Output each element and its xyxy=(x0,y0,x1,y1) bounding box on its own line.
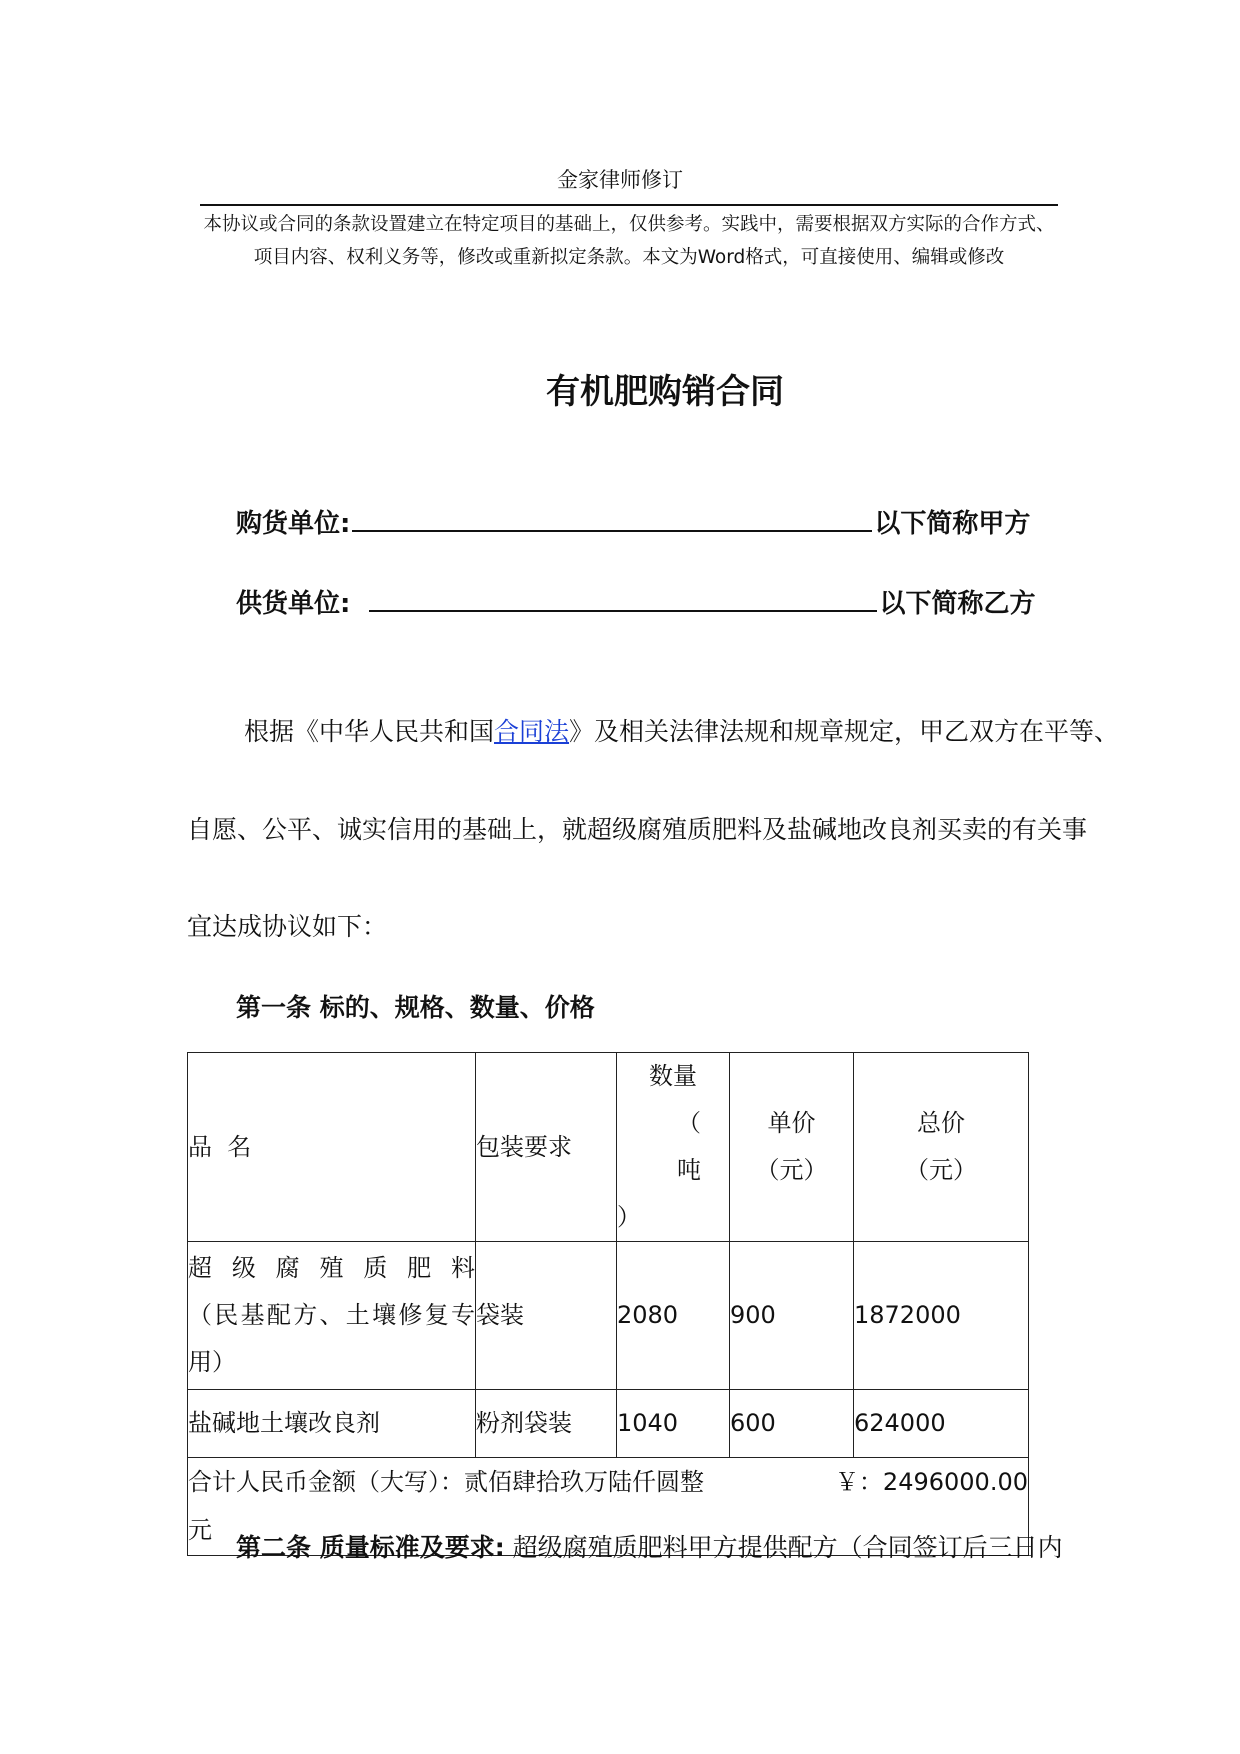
row-2-product-name: 盐碱地土壤改良剂 xyxy=(188,1390,476,1458)
row-1-quantity: 2080 xyxy=(617,1242,730,1390)
buyer-label: 购货单位: xyxy=(236,509,351,539)
contract-law-link[interactable]: 合同法 xyxy=(494,717,570,746)
row-2-total: 624000 xyxy=(854,1390,1029,1458)
buyer-blank-field[interactable] xyxy=(352,506,872,532)
row-1-unit-price: 900 xyxy=(730,1242,854,1390)
table-header-row xyxy=(188,1053,1029,1242)
article-2-line xyxy=(236,1528,1063,1564)
revision-author: 金家律师修订 xyxy=(557,168,683,192)
row-2-packaging: 粉剂袋装 xyxy=(476,1390,617,1458)
product-table xyxy=(187,1052,1029,1556)
header-divider xyxy=(200,204,1058,206)
header-unit-price-line-2: （元） xyxy=(755,1156,828,1184)
header-quantity-line-2 xyxy=(617,1100,729,1194)
preamble-text-after-link: 》及相关法律法规和规章规定，甲乙双方在平等、 xyxy=(569,717,1120,746)
grand-total-amount: ￥：2496000.00 xyxy=(834,1468,1028,1496)
buyer-line xyxy=(236,503,1030,540)
header-packaging: 包装要求 xyxy=(476,1053,617,1242)
header-quantity xyxy=(617,1053,730,1242)
seller-blank-field[interactable] xyxy=(369,586,877,612)
row-2-unit-price: 600 xyxy=(730,1390,854,1458)
header-total-price xyxy=(854,1053,1029,1242)
header-quantity-paren-open: （ xyxy=(677,1109,701,1137)
preamble-text-before-link: 根据《中华人民共和国 xyxy=(244,717,495,746)
header-quantity-line-1: 数量 xyxy=(649,1062,697,1090)
table-row xyxy=(188,1242,1029,1390)
header-unit-price-line-1: 单价 xyxy=(767,1109,816,1137)
row-1-name-line-1: 超 级 腐 殖 质 肥 料 xyxy=(188,1254,475,1282)
row-1-total: 1872000 xyxy=(854,1242,1029,1390)
header-quantity-unit: 吨 xyxy=(677,1156,701,1184)
row-1-product-name xyxy=(188,1242,476,1390)
seller-label: 供货单位: xyxy=(236,589,360,619)
article-2-text: 超级腐殖质肥料甲方提供配方（合同签订后三日内 xyxy=(504,1533,1063,1562)
seller-line xyxy=(236,583,1035,620)
contract-title: 有机肥购销合同 xyxy=(546,372,784,412)
header-unit-price xyxy=(730,1053,854,1242)
article-1-heading: 第一条 标的、规格、数量、价格 xyxy=(236,993,595,1022)
preamble-line-2: 自愿、公平、诚实信用的基础上，就超级腐殖质肥料及盐碱地改良剂买卖的有关事 xyxy=(187,815,1088,844)
preamble-line-3: 宜达成协议如下： xyxy=(187,912,388,941)
row-1-packaging: 袋装 xyxy=(476,1242,617,1390)
grand-total-line xyxy=(188,1458,1028,1506)
grand-total-label: 合计人民币金额（大写）：贰佰肆拾玖万陆仟圆整 xyxy=(188,1468,704,1496)
grand-total-unit: 元 xyxy=(188,1516,212,1544)
preamble-line-1 xyxy=(244,712,1119,748)
row-2-quantity: 1040 xyxy=(617,1390,730,1458)
disclaimer-line-1: 本协议或合同的条款设置建立在特定项目的基础上，仅供参考。实践中，需要根据双方实际的合作方式、 xyxy=(203,214,1055,235)
row-1-name-rest: （民基配方、土壤修复专用） xyxy=(188,1301,475,1376)
header-total-price-line-1: 总价 xyxy=(917,1109,965,1137)
seller-suffix: 以下简称乙方 xyxy=(879,589,1036,619)
header-total-price-line-2: （元） xyxy=(905,1156,977,1184)
table-row xyxy=(188,1390,1029,1458)
article-2-heading: 第二条 质量标准及要求: xyxy=(236,1533,505,1562)
header-quantity-line-3: ） xyxy=(617,1203,641,1231)
header-product-name: 品 名 xyxy=(188,1053,476,1242)
buyer-suffix: 以下简称甲方 xyxy=(874,509,1031,539)
disclaimer-line-2: 项目内容、权利义务等，修改或重新拟定条款。本文为Word格式，可直接使用、编辑或修改 xyxy=(253,247,1005,268)
